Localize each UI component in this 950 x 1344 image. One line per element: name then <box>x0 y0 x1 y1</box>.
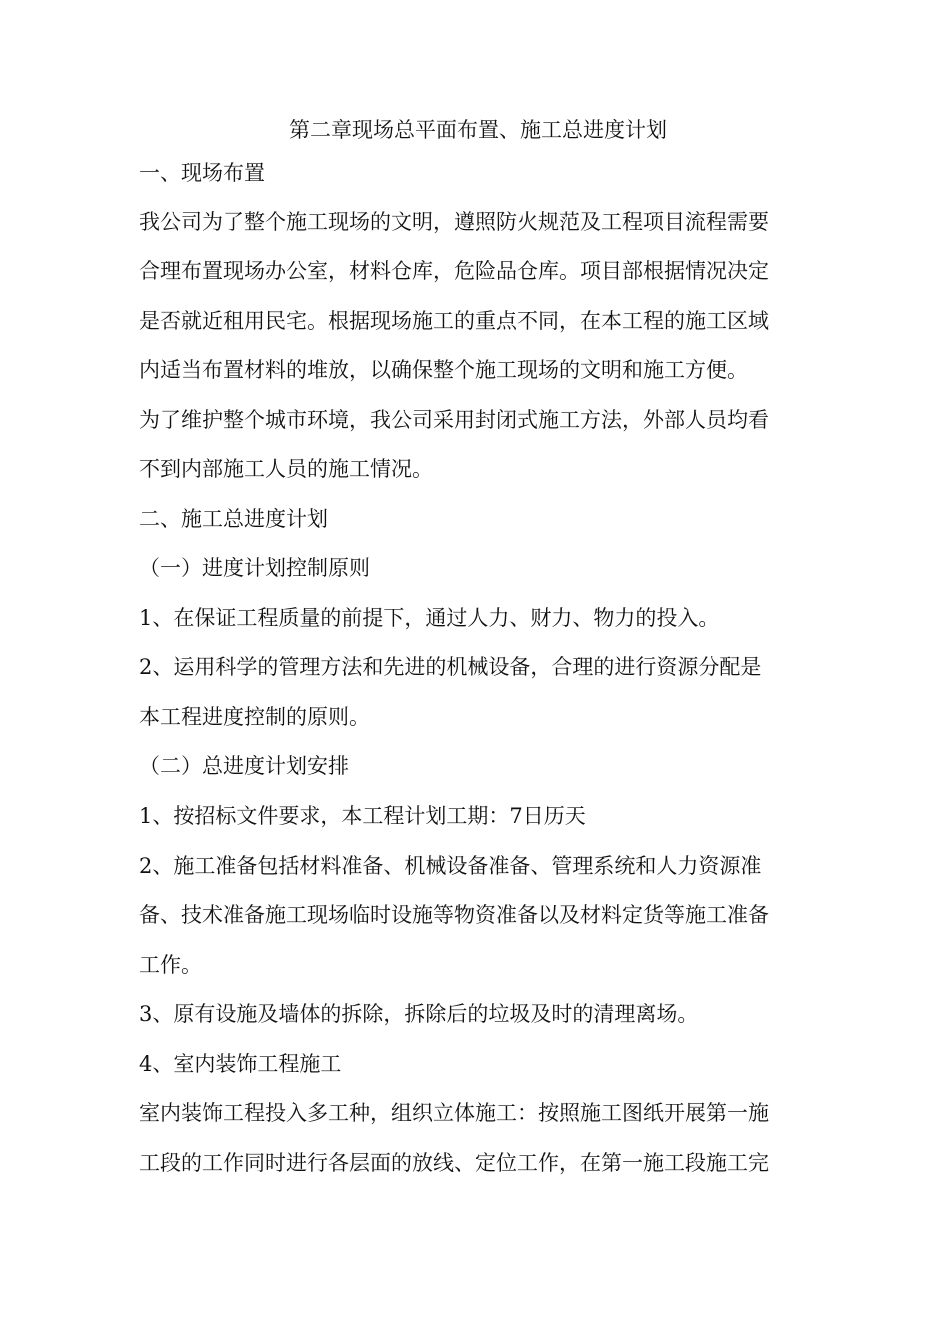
list-item-continuation: 工作。 <box>139 953 202 977</box>
list-item: 4、室内装饰工程施工 <box>139 1052 342 1076</box>
list-item-continuation: 备、技术准备施工现场临时设施等物资准备以及材料定货等施工准备 <box>139 903 769 927</box>
subsection-heading-principles: （一）进度计划控制原则 <box>139 556 370 580</box>
subsection-heading-arrangement: （二）总进度计划安排 <box>139 754 349 778</box>
section-heading-schedule: 二、施工总进度计划 <box>139 507 328 531</box>
section-heading-site-layout: 一、现场布置 <box>139 161 265 185</box>
paragraph-line: 工段的工作同时进行各层面的放线、定位工作，在第一施工段施工完 <box>139 1151 769 1175</box>
paragraph-line: 合理布置现场办公室，材料仓库，危险品仓库。项目部根据情况决定 <box>139 259 769 283</box>
list-item: 1、按招标文件要求，本工程计划工期：7日历天 <box>139 804 586 828</box>
paragraph-line: 是否就近租用民宅。根据现场施工的重点不同，在本工程的施工区域 <box>139 309 769 333</box>
paragraph-line: 不到内部施工人员的施工情况。 <box>139 457 433 481</box>
paragraph-line: 室内装饰工程投入多工种，组织立体施工：按照施工图纸开展第一施 <box>139 1101 769 1125</box>
list-item-continuation: 本工程进度控制的原则。 <box>139 705 370 729</box>
list-item: 3、原有设施及墙体的拆除，拆除后的垃圾及时的清理离场。 <box>139 1002 699 1026</box>
paragraph-line: 内适当布置材料的堆放，以确保整个施工现场的文明和施工方便。 <box>139 358 748 382</box>
list-item: 2、运用科学的管理方法和先进的机械设备，合理的进行资源分配是 <box>139 655 762 679</box>
list-item: 1、在保证工程质量的前提下，通过人力、财力、物力的投入。 <box>139 606 720 630</box>
page-title: 第二章现场总平面布置、施工总进度计划 <box>289 118 667 142</box>
list-item: 2、施工准备包括材料准备、机械设备准备、管理系统和人力资源准 <box>139 854 762 878</box>
paragraph-line: 我公司为了整个施工现场的文明，遵照防火规范及工程项目流程需要 <box>139 210 769 234</box>
paragraph-line: 为了维护整个城市环境，我公司采用封闭式施工方法，外部人员均看 <box>139 408 769 432</box>
